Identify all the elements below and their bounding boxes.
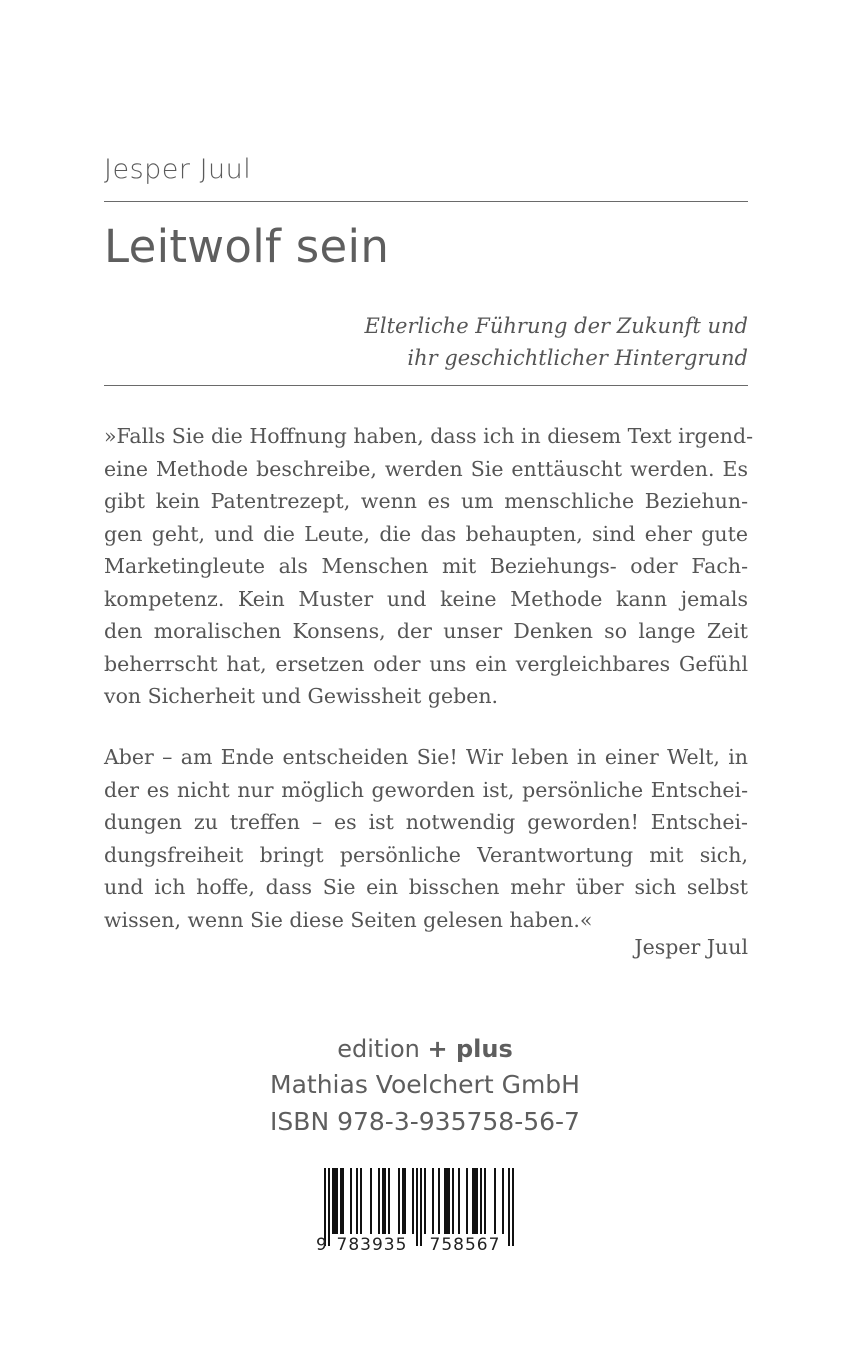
blurb-line: dungsfreiheit bringt persönliche Verantwortung mit sich,	[104, 842, 748, 867]
quote-signature: Jesper Juul	[634, 935, 748, 959]
blurb-line: und ich hoffe, dass Sie ein bisschen mehr über sich selbst	[104, 875, 748, 899]
barcode-bar	[448, 1168, 450, 1234]
blurb-line: eine Methode beschreibe, werden Sie enttäuscht werden. Es	[104, 456, 748, 481]
blurb-line: den moralischen Konsens, der unser Denken so lange Zeit	[104, 619, 748, 643]
blurb-paragraph-1	[104, 420, 754, 713]
barcode-bar	[378, 1168, 380, 1234]
barcode-guard-bar	[508, 1168, 510, 1246]
book-subtitle	[248, 310, 748, 374]
barcode-bar	[370, 1168, 372, 1234]
barcode-bar	[438, 1168, 440, 1234]
blurb-line: wissen, wenn Sie diese Seiten gelesen haben.«	[104, 907, 593, 932]
barcode-bar	[336, 1168, 338, 1234]
barcode-bar	[402, 1168, 404, 1234]
barcode-bar	[334, 1168, 336, 1234]
blurb-line: »Falls Sie die Hoffnung haben, dass ich in diesem Text irgend-	[104, 424, 754, 448]
barcode-bar	[412, 1168, 414, 1234]
barcode-bar	[404, 1168, 406, 1234]
barcode-bar	[356, 1168, 358, 1234]
barcode-bar	[360, 1168, 362, 1234]
barcode-bar	[398, 1168, 400, 1234]
publisher-imprint	[0, 1035, 850, 1063]
barcode-bar	[466, 1168, 468, 1234]
barcode-group-2: 758567	[429, 1235, 501, 1254]
barcode-bar	[446, 1168, 448, 1234]
barcode-bar	[474, 1168, 476, 1234]
barcode-bar	[340, 1168, 342, 1234]
barcode-bar	[444, 1168, 446, 1234]
blurb-line: der es nicht nur möglich geworden ist, persönliche Entschei-	[104, 777, 748, 802]
barcode-bar	[452, 1168, 454, 1234]
isbn-number: ISBN 978-3-935758-56-7	[270, 1107, 580, 1136]
blurb-line: kompetenz. Kein Muster und keine Methode kann jemals	[104, 586, 748, 611]
barcode-bar	[342, 1168, 344, 1234]
author-name: Jesper Juul	[104, 154, 252, 185]
barcode-bar	[432, 1168, 434, 1234]
blurb-paragraph-2	[104, 741, 748, 936]
barcode-bar	[388, 1168, 390, 1234]
barcode-group-1: 783935	[336, 1235, 408, 1254]
barcode-bar	[476, 1168, 478, 1234]
barcode-guard-bar	[328, 1168, 330, 1246]
barcode-bar	[382, 1168, 384, 1234]
barcode-bar	[480, 1168, 482, 1234]
top-divider	[104, 201, 748, 202]
blurb-line: von Sicherheit und Gewissheit geben.	[104, 684, 499, 708]
barcode-bar	[472, 1168, 474, 1234]
imprint-word: edition	[337, 1035, 420, 1063]
subtitle-line-2: ihr geschichtlicher Hintergrund	[407, 346, 748, 370]
blurb-line: beherrscht hat, ersetzen oder uns ein vergleichbares Gefühl	[104, 651, 748, 676]
imprint-plus: + plus	[427, 1035, 513, 1063]
isbn-barcode	[316, 1168, 516, 1254]
book-title: Leitwolf sein	[104, 220, 390, 273]
barcode-bar	[494, 1168, 496, 1234]
barcode-bar	[424, 1168, 426, 1234]
middle-divider	[104, 385, 748, 386]
barcode-bar	[332, 1168, 334, 1234]
barcode-bar	[484, 1168, 486, 1234]
blurb-line: Marketingleute als Menschen mit Beziehungs- oder Fach-	[104, 554, 748, 578]
barcode-guard-bar	[420, 1168, 422, 1246]
publisher-company: Mathias Voelchert GmbH	[270, 1070, 580, 1099]
blurb-line: Aber – am Ende entscheiden Sie! Wir leben in einer Welt, in	[104, 745, 748, 769]
barcode-bar	[458, 1168, 460, 1234]
barcode-guard-bar	[416, 1168, 418, 1246]
subtitle-line-1: Elterliche Führung der Zukunft und	[364, 314, 748, 338]
blurb-line: gibt kein Patentrezept, wenn es um menschliche Beziehun-	[104, 489, 748, 513]
barcode-bar	[350, 1168, 352, 1234]
barcode-first-digit: 9	[316, 1235, 327, 1254]
barcode-guard-bar	[512, 1168, 514, 1246]
blurb-line: gen geht, und die Leute, die das behaupten, sind eher gute	[104, 521, 748, 546]
blurb-line: dungen zu treffen – es ist notwendig geworden! Entschei-	[104, 810, 748, 834]
barcode-bar	[502, 1168, 504, 1234]
barcode-bar	[384, 1168, 386, 1234]
